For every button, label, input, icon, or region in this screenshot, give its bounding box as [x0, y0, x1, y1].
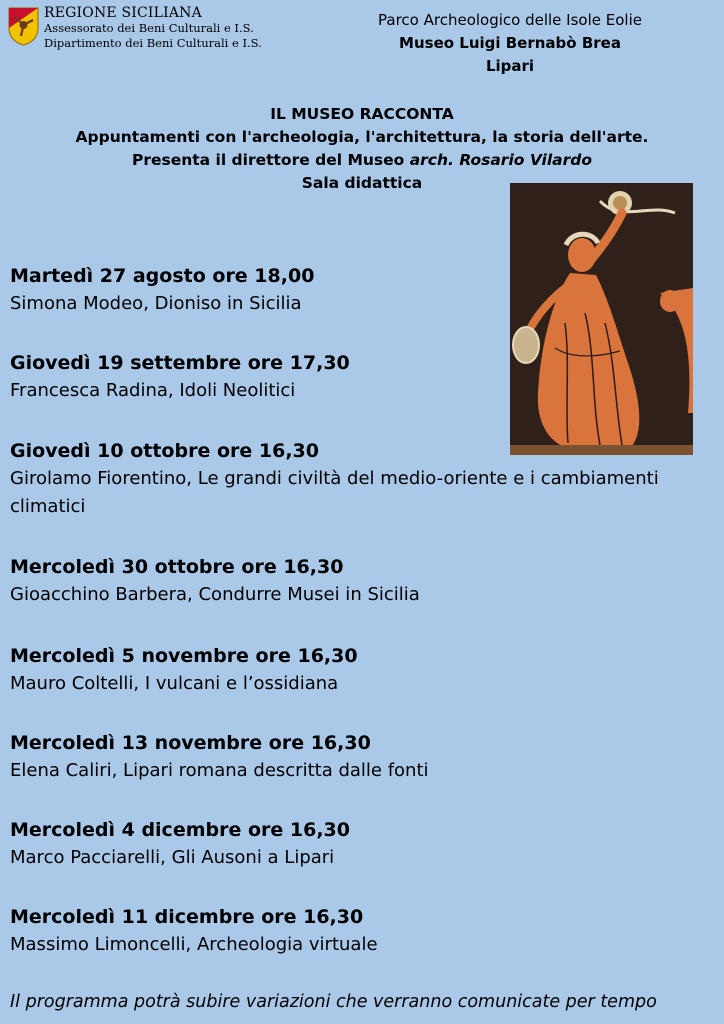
venue: Sala didattica: [301, 174, 423, 192]
list-item: [10, 816, 710, 872]
event-date: Mercoledì 13 novembre ore 16,30: [10, 732, 371, 754]
list-item: [10, 553, 710, 609]
city-name: Lipari: [485, 57, 535, 75]
museum-name: Museo Luigi Bernabò Brea: [399, 34, 621, 52]
event-description: Simona Modeo, Dioniso in Sicilia: [10, 293, 302, 314]
list-item: [10, 729, 710, 785]
footer-note: Il programma potrà subire variazioni che verranno comunicate per tempo: [10, 992, 657, 1012]
list-item: [10, 642, 710, 698]
presenter-name: arch. Rosario Vilardo: [409, 151, 593, 169]
region-assessorato: Assessorato dei Beni Culturali e I.S.: [44, 21, 254, 35]
region-dipartimento: Dipartimento dei Beni Culturali e I.S.: [44, 36, 262, 50]
event-description: Gioacchino Barbera, Condurre Musei in Sicilia: [10, 584, 420, 605]
event-date: Mercoledì 30 ottobre ore 16,30: [10, 556, 344, 578]
event-description: Francesca Radina, Idoli Neolitici: [10, 380, 296, 401]
event-description: Marco Pacciarelli, Gli Ausoni a Lipari: [10, 847, 335, 868]
title-block: [0, 103, 724, 195]
presenter-line: [0, 149, 724, 172]
event-date: Martedì 27 agosto ore 18,00: [10, 265, 315, 287]
event-date: Mercoledì 11 dicembre ore 16,30: [10, 906, 364, 928]
park-name: Parco Archeologico delle Isole Eolie: [378, 11, 642, 29]
event-description: Girolamo Fiorentino, Le grandi civiltà del medio-oriente e i cambiamenti climatici: [10, 468, 659, 517]
list-item: [10, 437, 710, 521]
regione-siciliana-logo-icon: [7, 6, 40, 46]
event-date: Giovedì 10 ottobre ore 16,30: [10, 440, 319, 462]
region-info: [44, 6, 262, 51]
event-description: Mauro Coltelli, I vulcani e l’ossidiana: [10, 673, 339, 694]
page-title: IL MUSEO RACCONTA: [270, 105, 454, 123]
list-item: [10, 903, 710, 959]
page-subtitle: Appuntamenti con l'archeologia, l'architettura, la storia dell'arte.: [75, 128, 649, 146]
event-date: Mercoledì 5 novembre ore 16,30: [10, 645, 358, 667]
vase-painting-image: [510, 183, 693, 455]
presenter-prefix: Presenta il direttore del Museo: [131, 151, 405, 169]
list-item: [10, 262, 710, 318]
event-description: Massimo Limoncelli, Archeologia virtuale: [10, 934, 378, 955]
museum-info: [300, 9, 720, 78]
event-description: Elena Caliri, Lipari romana descritta dalle fonti: [10, 760, 429, 781]
event-date: Mercoledì 4 dicembre ore 16,30: [10, 819, 350, 841]
event-date: Giovedì 19 settembre ore 17,30: [10, 352, 350, 374]
list-item: [10, 349, 710, 405]
region-name: REGIONE SICILIANA: [44, 5, 202, 21]
